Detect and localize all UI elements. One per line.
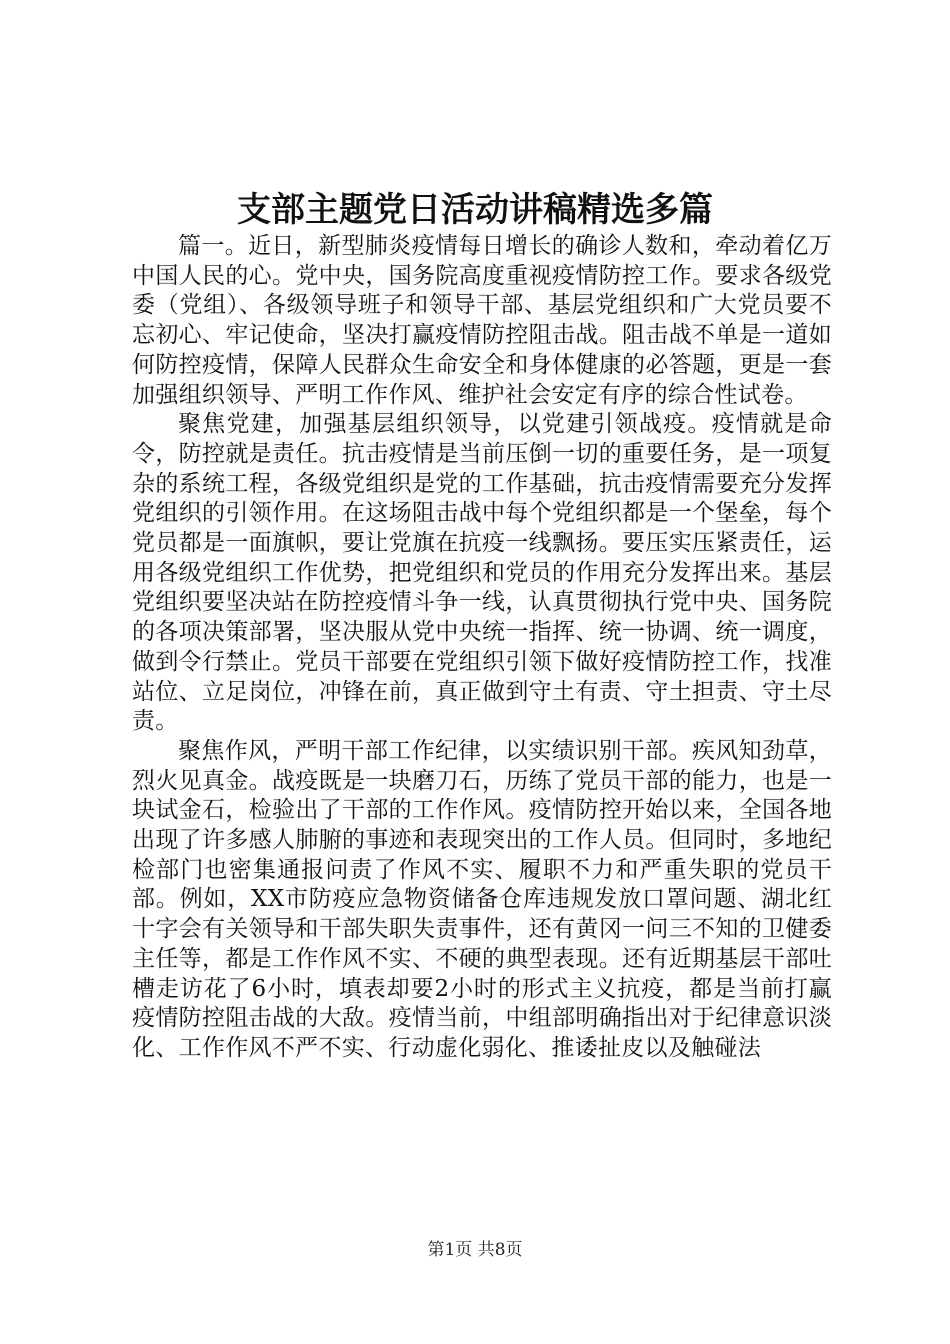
document-title: 支部主题党日活动讲稿精选多篇 bbox=[237, 190, 713, 230]
page-number: 第1页 共8页 bbox=[427, 1240, 523, 1260]
paragraph-3: 聚焦作风，严明干部工作纪律，以实绩识别干部。疾风知劲草，烈火见真金。战疫既是一块磨刀石，历练了党员干部的能力，也是一块试金石，检验出了干部的工作作风。疫情防控开始以来，全国各地出现了许多感人肺腑的事迹和表现突出的工作人员。但同时，多地纪检部门也密集通报问责了作风不实、履职不力和严重失职的党员干部。例如，XX市防疫应急物资储备仓库违规发放口罩问题、湖北红十字会有关领导和干部失职失责事件，还有黄冈一问三不知的卫健委主任等，都是工作作风不实、不硬的典型表现。还有近期基层干部吐槽走访花了6小时，填表却要2小时的形式主义抗疫，都是当前打赢疫情防控阻击战的大敌。疫情当前，中组部明确指出对于纪律意识淡化、工作作风不严不实、行动虚化弱化、推诿扯皮以及触碰法 bbox=[132, 737, 832, 1061]
paragraph-1: 篇一。近日，新型肺炎疫情每日增长的确诊人数和，牵动着亿万中国人民的心。党中央，国务院高度重视疫情防控工作。要求各级党委（党组）、各级领导班子和领导干部、基层党组织和广大党员要不忘初心、牢记使命，坚决打赢疫情防控阻击战。阻击战不单是一道如何防控疫情，保障人民群众生命安全和身体健康的必答题，更是一套加强组织领导、严明工作作风、维护社会安定有序的综合性试卷。 bbox=[132, 233, 832, 408]
document-body bbox=[132, 232, 832, 1064]
paragraph-2: 聚焦党建，加强基层组织领导，以党建引领战疫。疫情就是命令，防控就是责任。抗击疫情是当前压倒一切的重要任务，是一项复杂的系统工程，各级党组织是党的工作基础，抗击疫情需要充分发挥党组织的引领作用。在这场阻击战中每个党组织都是一个堡垒，每个党员都是一面旗帜，要让党旗在抗疫一线飘扬。要压实压紧责任，运用各级党组织工作优势，把党组织和党员的作用充分发挥出来。基层党组织要坚决站在防控疫情斗争一线，认真贯彻执行党中央、国务院的各项决策部署，坚决服从党中央统一指挥、统一协调、统一调度，做到令行禁止。党员干部要在党组织引领下做好疫情防控工作，找准站位、立足岗位，冲锋在前，真正做到守土有责、守土担责、守土尽责。 bbox=[132, 411, 832, 735]
page-footer bbox=[0, 1238, 950, 1262]
